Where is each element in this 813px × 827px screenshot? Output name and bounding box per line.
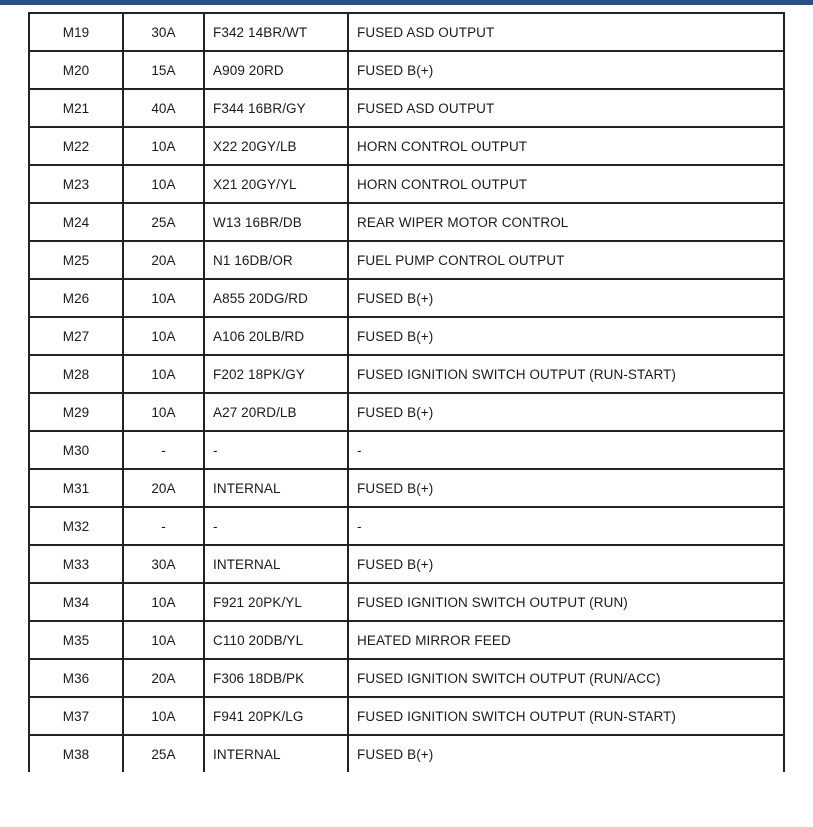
fuse-table (28, 12, 785, 772)
table-row (29, 51, 784, 89)
table-row (29, 507, 784, 545)
table-row (29, 431, 784, 469)
cavity-cell: M37 (29, 697, 123, 735)
circuit-cell: INTERNAL (204, 545, 348, 583)
cavity-cell: M26 (29, 279, 123, 317)
amperage-cell: 20A (123, 241, 204, 279)
table-row (29, 355, 784, 393)
cavity-cell: M30 (29, 431, 123, 469)
scrollbar-edge[interactable] (805, 5, 813, 827)
circuit-cell: F941 20PK/LG (204, 697, 348, 735)
circuit-cell: - (204, 507, 348, 545)
circuit-cell: A909 20RD (204, 51, 348, 89)
description-cell: FUSED B(+) (348, 735, 784, 772)
amperage-cell: 10A (123, 279, 204, 317)
table-row (29, 735, 784, 772)
amperage-cell: 10A (123, 127, 204, 165)
amperage-cell: 30A (123, 545, 204, 583)
cavity-cell: M20 (29, 51, 123, 89)
description-cell: FUEL PUMP CONTROL OUTPUT (348, 241, 784, 279)
description-cell: FUSED B(+) (348, 317, 784, 355)
table-row (29, 621, 784, 659)
amperage-cell: 25A (123, 735, 204, 772)
table-row (29, 545, 784, 583)
circuit-cell: A27 20RD/LB (204, 393, 348, 431)
cavity-cell: M33 (29, 545, 123, 583)
circuit-cell: N1 16DB/OR (204, 241, 348, 279)
description-cell: HEATED MIRROR FEED (348, 621, 784, 659)
cavity-cell: M23 (29, 165, 123, 203)
description-cell: FUSED ASD OUTPUT (348, 13, 784, 51)
description-cell: REAR WIPER MOTOR CONTROL (348, 203, 784, 241)
circuit-cell: X21 20GY/YL (204, 165, 348, 203)
circuit-cell: F306 18DB/PK (204, 659, 348, 697)
circuit-cell: F202 18PK/GY (204, 355, 348, 393)
table-row (29, 317, 784, 355)
amperage-cell: 20A (123, 659, 204, 697)
description-cell: - (348, 431, 784, 469)
description-cell: FUSED B(+) (348, 469, 784, 507)
amperage-cell: 10A (123, 165, 204, 203)
description-cell: FUSED IGNITION SWITCH OUTPUT (RUN-START) (348, 355, 784, 393)
amperage-cell: 40A (123, 89, 204, 127)
circuit-cell: INTERNAL (204, 469, 348, 507)
amperage-cell: - (123, 507, 204, 545)
table-row (29, 469, 784, 507)
table-row (29, 127, 784, 165)
table-row (29, 89, 784, 127)
amperage-cell: 10A (123, 621, 204, 659)
cavity-cell: M28 (29, 355, 123, 393)
description-cell: FUSED B(+) (348, 393, 784, 431)
cavity-cell: M27 (29, 317, 123, 355)
circuit-cell: - (204, 431, 348, 469)
circuit-cell: F342 14BR/WT (204, 13, 348, 51)
table-row (29, 583, 784, 621)
circuit-cell: F344 16BR/GY (204, 89, 348, 127)
description-cell: FUSED IGNITION SWITCH OUTPUT (RUN-START) (348, 697, 784, 735)
circuit-cell: A855 20DG/RD (204, 279, 348, 317)
circuit-cell: A106 20LB/RD (204, 317, 348, 355)
cavity-cell: M21 (29, 89, 123, 127)
description-cell: - (348, 507, 784, 545)
circuit-cell: W13 16BR/DB (204, 203, 348, 241)
amperage-cell: 10A (123, 317, 204, 355)
table-row (29, 13, 784, 51)
window-top-bar (0, 0, 813, 5)
cavity-cell: M36 (29, 659, 123, 697)
table-row (29, 659, 784, 697)
amperage-cell: 10A (123, 355, 204, 393)
amperage-cell: 25A (123, 203, 204, 241)
amperage-cell: - (123, 431, 204, 469)
description-cell: FUSED IGNITION SWITCH OUTPUT (RUN/ACC) (348, 659, 784, 697)
circuit-cell: X22 20GY/LB (204, 127, 348, 165)
cavity-cell: M31 (29, 469, 123, 507)
table-row (29, 279, 784, 317)
amperage-cell: 10A (123, 697, 204, 735)
description-cell: HORN CONTROL OUTPUT (348, 127, 784, 165)
table-row (29, 393, 784, 431)
cavity-cell: M19 (29, 13, 123, 51)
circuit-cell: C110 20DB/YL (204, 621, 348, 659)
description-cell: FUSED IGNITION SWITCH OUTPUT (RUN) (348, 583, 784, 621)
description-cell: FUSED B(+) (348, 279, 784, 317)
description-cell: HORN CONTROL OUTPUT (348, 165, 784, 203)
cavity-cell: M25 (29, 241, 123, 279)
cavity-cell: M29 (29, 393, 123, 431)
amperage-cell: 30A (123, 13, 204, 51)
description-cell: FUSED B(+) (348, 545, 784, 583)
circuit-cell: F921 20PK/YL (204, 583, 348, 621)
cavity-cell: M32 (29, 507, 123, 545)
cavity-cell: M22 (29, 127, 123, 165)
amperage-cell: 20A (123, 469, 204, 507)
amperage-cell: 10A (123, 393, 204, 431)
amperage-cell: 10A (123, 583, 204, 621)
cavity-cell: M38 (29, 735, 123, 772)
table-row (29, 697, 784, 735)
cavity-cell: M35 (29, 621, 123, 659)
amperage-cell: 15A (123, 51, 204, 89)
table-row (29, 241, 784, 279)
circuit-cell: INTERNAL (204, 735, 348, 772)
table-row (29, 203, 784, 241)
table-row (29, 165, 784, 203)
description-cell: FUSED ASD OUTPUT (348, 89, 784, 127)
cavity-cell: M24 (29, 203, 123, 241)
description-cell: FUSED B(+) (348, 51, 784, 89)
cavity-cell: M34 (29, 583, 123, 621)
